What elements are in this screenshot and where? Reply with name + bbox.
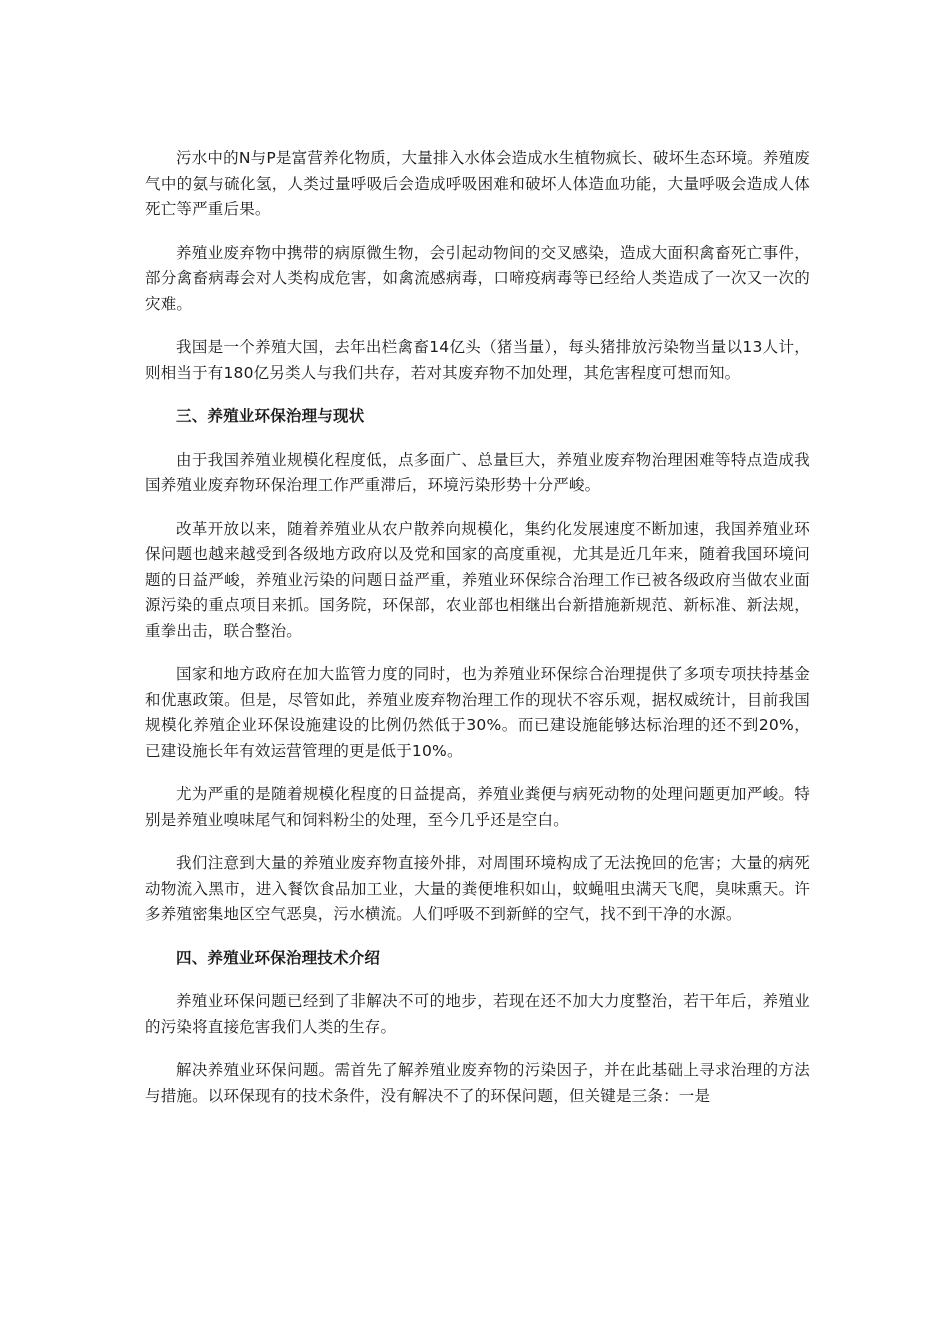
section-heading-4: 四、养殖业环保治理技术介绍 — [176, 948, 381, 967]
paragraph-breeding-scale: 我国是一个养殖大国，去年出栏禽畜14亿头（猪当量），每头猪排放污染物当量以13人计，则相当于有180亿另类人与我们共存，若对其废弃物不加处理，其危害程度可想而知。 — [145, 338, 810, 382]
section-heading-3: 三、养殖业环保治理与现状 — [176, 407, 365, 425]
document-body — [145, 146, 810, 1127]
paragraph-statistics: 国家和地方政府在加大监管力度的同时，也为养殖业环保综合治理提供了多项专项扶持基金和优惠政策。但是，尽管如此，养殖业废弃物治理工作的现状不容乐观，据权威统计，目前我国规模化养殖企业环保设施建设的比例仍然低于30%。而已建设施能够达标治理的还不到20%，已建设施长年有效运营管理的更是低于10%。 — [145, 665, 810, 760]
paragraph-pathogens: 养殖业废弃物中携带的病原微生物，会引起动物间的交叉感染，造成大面积禽畜死亡事件，部分禽畜病毒会对人类构成危害，如禽流感病毒，口啼疫病毒等已经给人类造成了一次又一次的灾难。 — [145, 243, 810, 313]
paragraph-severity: 尤为严重的是随着规模化程度的日益提高，养殖业粪便与病死动物的处理问题更加严峻。特别是养殖业嗅味尾气和饲料粉尘的处理，至今几乎还是空白。 — [145, 785, 810, 829]
paragraph-urgency: 养殖业环保问题已经到了非解决不可的地步，若现在还不加大力度整治，若干年后，养殖业的污染将直接危害我们人类的生存。 — [145, 992, 810, 1036]
paragraph-governance-lag: 由于我国养殖业规模化程度低，点多面广、总量巨大，养殖业废弃物治理困难等特点造成我国养殖业废弃物环保治理工作严重滞后，环境污染形势十分严峻。 — [145, 450, 810, 494]
paragraph-waste-discharge: 我们注意到大量的养殖业废弃物直接外排，对周围环境构成了无法挽回的危害；大量的病死动物流入黑市，进入餐饮食品加工业，大量的粪便堆积如山，蚊蝇咀虫满天飞爬，臭味熏天。许多养殖密集地区空气恶臭，污水横流。人们呼吸不到新鲜的空气，找不到干净的水源。 — [145, 854, 810, 923]
paragraph-np-pollution: 污水中的N与P是富营养化物质，大量排入水体会造成水生植物疯长、破坏生态环境。养殖废气中的氨与硫化氢，人类过量呼吸后会造成呼吸困难和破坏人体造血功能，大量呼吸会造成人体死亡等严重后果。 — [145, 149, 810, 218]
paragraph-solution-intro: 解决养殖业环保问题。需首先了解养殖业废弃物的污染因子，并在此基础上寻求治理的方法与措施。以环保现有的技术条件，没有解决不了的环保问题，但关键是三条：一是 — [145, 1061, 810, 1105]
paragraph-reform-policy: 改革开放以来，随着养殖业从农户散养向规模化，集约化发展速度不断加速，我国养殖业环保问题也越来越受到各级地方政府以及党和国家的高度重视，尤其是近几年来，随着我国环境问题的日益严峻，养殖业污染的问题日益严重，养殖业环保综合治理工作已被各级政府当做农业面源污染的重点项目来抓。国务院，环保部，农业部也相继出台新措施新规范、新标准、新法规，重拳出击，联合整治。 — [145, 519, 810, 640]
